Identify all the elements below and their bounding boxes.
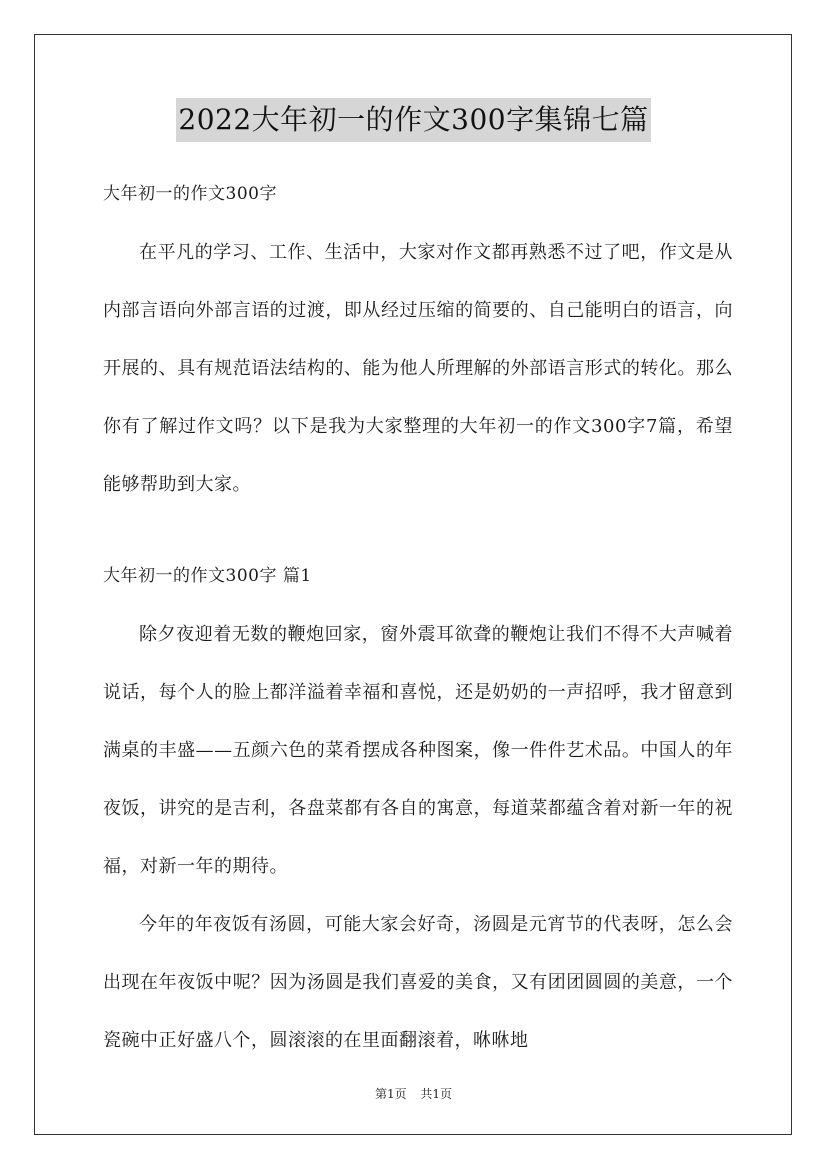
title-container (0, 98, 827, 142)
document-body (103, 172, 733, 1070)
section1-paragraph-1: 除夕夜迎着无数的鞭炮回家，窗外震耳欲聋的鞭炮让我们不得不大声喊着说话，每个人的脸上都洋溢着幸福和喜悦，还是奶奶的一声招呼，我才留意到满桌的丰盛——五颜六色的菜肴摆成各种图案，像一件件艺术品。中国人的年夜饭，讲究的是吉利，各盘菜都有各自的寓意，每道菜都蕴含着对新一年的祝福，对新一年的期待。 (103, 624, 733, 877)
page-total: 共1页 (420, 1087, 453, 1101)
spacer (103, 514, 733, 554)
intro-heading: 大年初一的作文300字 (103, 184, 277, 204)
intro-paragraph: 在平凡的学习、工作、生活中，大家对作文都再熟悉不过了吧，作文是从内部言语向外部言语的过渡，即从经过压缩的简要的、自己能明白的语言，向开展的、具有规范语法结构的、能为他人所理解的外部语言形式的转化。那么你有了解过作文吗？以下是我为大家整理的大年初一的作文300字7篇，希望能够帮助到大家。 (103, 242, 733, 495)
section1-paragraph-2: 今年的年夜饭有汤圆，可能大家会好奇，汤圆是元宵节的代表呀，怎么会出现在年夜饭中呢？因为汤圆是我们喜爱的美食，又有团团圆圆的美意，一个瓷碗中正好盛八个，圆滚滚的在里面翻滚着，咻咻地 (103, 914, 733, 1051)
document-title: 2022大年初一的作文300字集锦七篇 (176, 98, 650, 142)
page-number: 第1页 (374, 1087, 407, 1101)
page-footer (0, 1085, 827, 1102)
section1-heading: 大年初一的作文300字 篇1 (103, 566, 312, 586)
